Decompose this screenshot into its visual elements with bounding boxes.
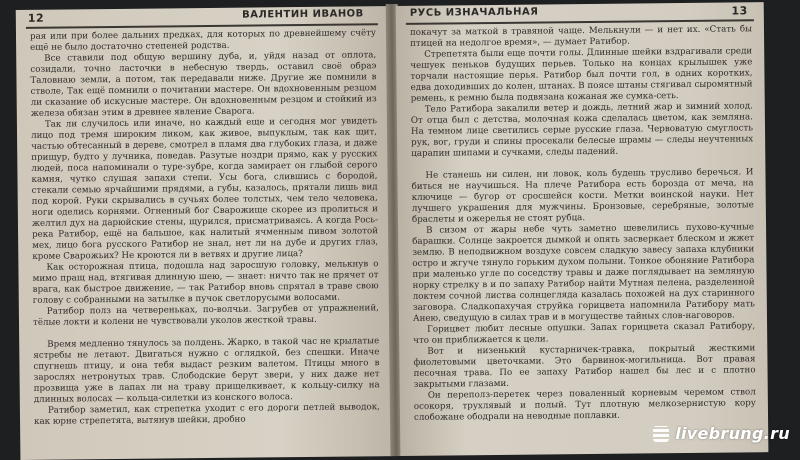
right-page-number: 13 (731, 4, 748, 18)
paragraph: Стрепетята были еще почти голы. Длинные шейки вздрагивали среди чешуек пеньков будущих перьев. Только на концах крылышек уже торчали настоящие перья. Ратибор был почти гол, в одних коротких, едва доходивших до колен, штанах. В поясе штаны стягивал сыромятный ремень, к ремню была подвязана кожаная же сумка-сеть. (410, 46, 753, 104)
paragraph: Не станешь ни силен, ни ловок, коль будешь трусливо беречься. И биться не научишься. На плече Ратибора есть борозда от меча, на ключице — бугор от сросшейся кости. Метки воинской науки. Нет лучшего украшения для мужчины. Бронзовые, серебряные, золотые браслеты и ожерелья не стоят рубца. (411, 167, 754, 225)
left-page-header (26, 6, 378, 29)
paragraph: Вот и низенький кустарничек-травка, покрытый жесткими фиолетовыми цветочками. Это барвинок-могильница. Вот правая песочная трава. По ее запаху Ратибор нашел бы лес и с плотно закрытыми глазами. (413, 343, 756, 390)
site-watermark (653, 424, 790, 443)
paragraph: Ратибор заметил, как стрепетка уходит с его дороги петлей выводок, как юрне стрепетята, вытянув шейки, дробно (33, 402, 380, 427)
right-running-title: РУСЬ ИЗНАЧАЛЬНАЯ (409, 6, 539, 19)
paragraph: Все ставили под общую вершину дуба, и, уйдя назад от оплота, созидали, точно ласточки в небесную твердь, оставил своё обраэ Таловнаю земли, а потом, так передавали ниже. Другие же помнили в стволе, Так ещё помнили о почитании мастере. Он вдохновенным резцом ли сказание об искусные мастере. Он вдохновенным резцом и стойкий из железа обязан этим в древнее явление Сварога. (30, 50, 377, 119)
left-page-text (30, 28, 380, 428)
paragraph: Ратибор полз на четвереньках, по-волчьи. Загрубев от упражнений, тёлые локти и колени не чувствовали уколов жесткой травы. (32, 303, 379, 328)
paragraph: Как осторожная птица, подошла над заросшую головку, мелькнув о мимо пращ над, втягивая длинную шею, — знает: ничто так не прячет от врага, как быстрое движение, — так Ратибор вновь спрятал в траве свою голову с собранными на затылке в пучок светлорусыми волосами. (32, 259, 379, 306)
right-page-text (410, 24, 756, 424)
watermark-text: livebrung.ru (675, 424, 790, 443)
paragraph: Он переполз-перетек через поваленный корневым черемом ствол осокоря, трухлявый и полый. Тут плотную мелкозернистую кору слобожане ободрали на неводные поплавки. (413, 387, 756, 423)
striped-logo-icon (653, 426, 669, 442)
paragraph: В сизом от жары небе чуть заметно шевелились пухово-кучные барашки. Солнце закроется дымкой и опять засверкает блеском и жжет землю. В неподвижном воздухе совсем сладкую завесу запаха клубники остро и жгуче тянуло горьким духом полыни. Тонкое обоняние Ратибора при маленько угле по соседству травы и даже поглядывает на земляную норку стрелку в и по запаху Ратибор найти Мутная пелена, разделенной локтем сочной листва солнцегляда казалась похожей на дух старинного заговора. Сладкопахучая струйка горицвета напомнила Ратибору мать Анею, сведущую в силах трав и в могуществе тайных слов-наговоров. (412, 222, 755, 324)
right-page (396, 2, 769, 456)
paragraph: Горицвет любит лесные опушки. Запах горицвета сказал Ратибору, что он приближается к цели. (413, 321, 756, 346)
paragraph: покачут за маткой в травяной чаще. Мелькнули — и нет их. «Стать бы птицей на недолгое время», — думает Ратибор. (409, 24, 753, 49)
left-running-title: ВАЛЕНТИН ИВАНОВ (242, 8, 364, 21)
paragraph: Время медленно тянулось за полдень. Жарко, в такой час не крылатые ястребы не летают. Двигаться нужно с оглядкой, без спешки. Иначе спугнешь птицу, и она тебя выдаст резким валетом. Птицы много в зарослях нетронутых трав. Слободские берут звери, у них даже нет прозвища уже в лапах ли на траву прищелкивает, к кольцу-силку на длинных волосах — кольца-силетки из конского волоса. (33, 336, 380, 405)
right-page-header (406, 2, 754, 25)
paragraph: рая или при более дальних предках, для которых по древнейшему счёту ещё не было достаточно степеней родства. (29, 28, 377, 53)
left-page (16, 6, 393, 460)
paragraph: Тело Ратибора закалили ветер и дождь, летний жар и зимний холод. От отца был с детства, молочная кожа сделалась цветом, как земляна. На темном лице светились серые русские глаза. Червоватую смуглость рук, вог, груди и спины просекали белесые шрамы — следы неучтенных царапин шипами и сучками, следы падений. (410, 101, 754, 159)
paragraph: Так ли случилось или иначе, но каждый еще и сегодня мог увидеть лицо под тремя широким ликом, как живое, выпуклым, так как щит, частью обтесанный в дереве, смотрел в пламя два глубоких глаза, и даже прищур, будто у лучника, поведав. Разутые ноздри прямо, как у русских людей, поса напоминали о туре-зубре, когда замирает он глыбой серого камня, чутко слушая запахи степи. Усы бога, слившись с бородой, стекали семью ярчайшими прядями, а губы, казалось, прятали лишь вид под корой. Руки скрывались в сучьях более толстых, чем тело человека, ноги оделись корнями. Огненный бог Сварожище скорее из пролиться и желтил дух на дарюйские стены, щурился, присматриваясь. А когда Рось-река Ратибор, ещё на бальшое, как налитый ячменным пивом золотой мех, лицо бога русского Ратибор не знал, нет ли на дубе и других глаз, кроме Сварожьих? Не кроются ли в ветвях и другие лица? (30, 116, 379, 262)
left-page-number: 12 (27, 11, 45, 25)
